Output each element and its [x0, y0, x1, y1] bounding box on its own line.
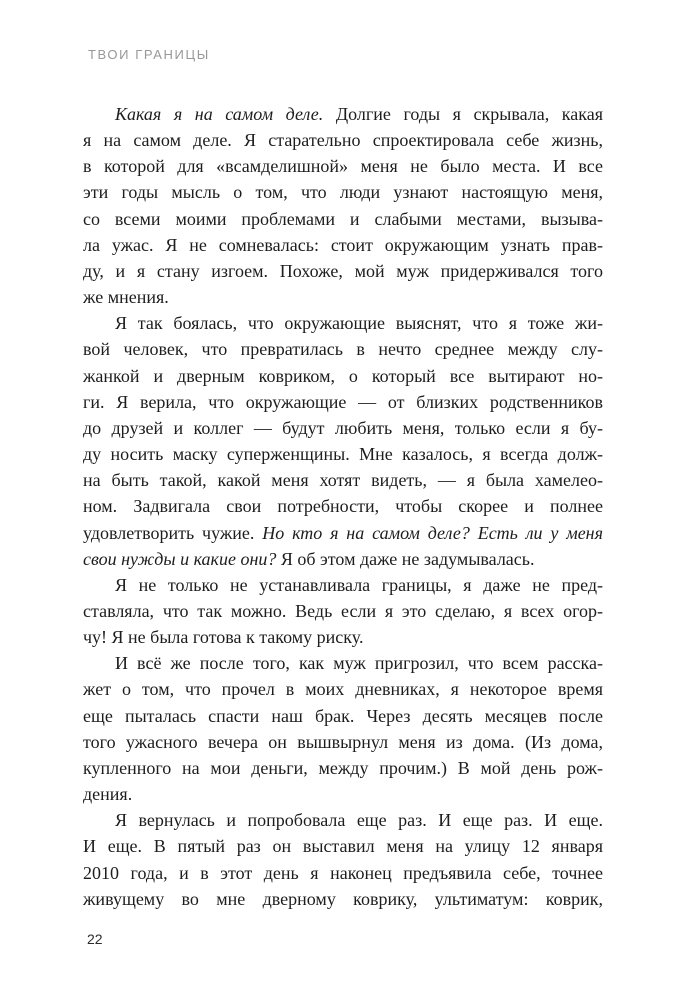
text-line [83, 493, 603, 519]
text-segment-italic: Но кто я на самом деле? Есть ли у меня [262, 522, 603, 543]
text-line [83, 206, 603, 232]
text-line [83, 546, 603, 572]
text-line [83, 153, 603, 179]
text-line [83, 127, 603, 153]
text-segment: чу! Я не была готова к такому риску. [83, 627, 364, 648]
text-line [83, 572, 603, 598]
text-segment: ду носить маску суперженщины. Мне казалось, я всегда долж- [83, 444, 603, 465]
text-segment: на быть такой, какой меня хотят видеть, — я была хамелео- [83, 470, 603, 491]
page-number: 22 [87, 931, 103, 947]
text-line [83, 650, 603, 676]
text-segment: жет о том, что прочел в моих дневниках, я некоторое время [83, 679, 603, 700]
text-line [83, 781, 603, 807]
text-segment: еще пыталась спасти наш брак. Через десять месяцев после [83, 705, 603, 726]
text-line [83, 860, 603, 886]
text-segment: ставляла, что так можно. Ведь если я это сделаю, я всех огор- [83, 600, 603, 621]
text-segment: Я не только не устанавливала границы, я даже не пред- [115, 574, 603, 595]
text-segment: жанкой и дверным ковриком, о который все вытирают но- [83, 365, 603, 386]
text-segment: дения. [83, 784, 133, 805]
text-line [83, 179, 603, 205]
text-line [83, 336, 603, 362]
text-line [83, 415, 603, 441]
text-segment: купленного на мои деньги, между прочим.) В мой день рож- [83, 757, 603, 778]
text-segment-italic: Какая я на самом деле. [115, 104, 324, 124]
text-segment: 2010 года, и в этот день я наконец предъявила себе, точнее [83, 862, 603, 883]
text-line [83, 363, 603, 389]
text-segment: ла ужас. Я не сомневалась: стоит окружающим узнать прав- [83, 234, 603, 255]
text-line [83, 624, 603, 650]
text-segment: живущему во мне дверному коврику, ультиматум: коврик, [83, 888, 603, 909]
text-line [83, 598, 603, 624]
text-segment: Я вернулась и попробовала еще раз. И еще раз. И еще. [115, 810, 603, 831]
text-line [83, 284, 603, 310]
text-segment: я на самом деле. Я старательно спроектировала себе жизнь, [83, 130, 603, 151]
text-segment: со всеми моими проблемами и слабыми местами, вызыва- [83, 208, 603, 229]
text-line [83, 232, 603, 258]
text-line [83, 833, 603, 859]
text-line [83, 258, 603, 284]
text-segment: ги. Я верила, что окружающие — от близких родственников [83, 391, 603, 412]
text-segment: И всё же после того, как муж пригрозил, что всем расска- [115, 653, 603, 674]
text-line [83, 886, 603, 912]
text-line [83, 467, 603, 493]
text-line [83, 520, 603, 546]
text-segment: ном. Задвигала свои потребности, чтобы скорее и полнее [83, 496, 603, 517]
text-line [83, 729, 603, 755]
text-line [83, 310, 603, 336]
body-text [83, 101, 603, 912]
text-line [83, 389, 603, 415]
text-segment: Я так боялась, что окружающие выяснят, что я тоже жи- [115, 313, 603, 334]
text-line [83, 807, 603, 833]
running-head-title: ТВОИ ГРАНИЦЫ [88, 47, 210, 62]
text-segment-italic: свои нужды и какие они? [83, 548, 277, 569]
text-segment: же мнения. [83, 287, 169, 308]
text-line [83, 755, 603, 781]
text-segment: вой человек, что превратилась в нечто среднее между слу- [83, 339, 603, 360]
text-segment: Я об этом даже не задумывалась. [276, 548, 535, 569]
text-segment: И еще. В пятый раз он выставил меня на улицу 12 января [83, 836, 603, 857]
text-line [83, 703, 603, 729]
text-segment: ду, и я стану изгоем. Похоже, мой муж придерживался того [83, 260, 603, 281]
text-segment: в которой для «всамделишной» меня не было места. И все [83, 156, 603, 177]
text-segment: Долгие годы я скрывала, какая [323, 104, 603, 124]
text-line [83, 101, 603, 127]
text-segment: до друзей и коллег — будут любить меня, только если я бу- [83, 417, 603, 438]
text-line [83, 441, 603, 467]
text-line [83, 676, 603, 702]
text-segment: удовлетворить чужие. [83, 522, 263, 543]
text-segment: того ужасного вечера он вышвырнул меня из дома. (Из дома, [83, 731, 603, 752]
text-segment: эти годы мысль о том, что люди узнают настоящую меня, [83, 182, 603, 203]
